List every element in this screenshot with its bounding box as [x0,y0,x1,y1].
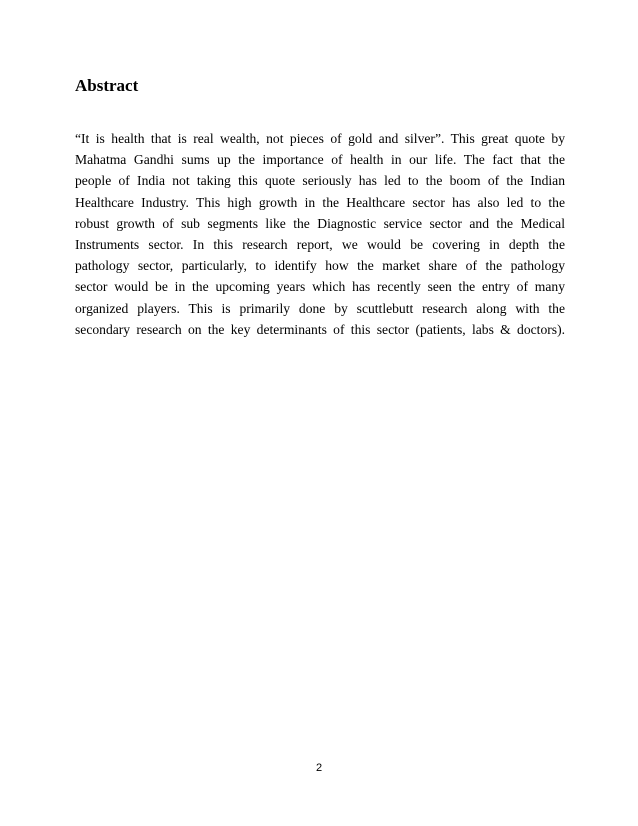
paragraph-line: pathology sector, particularly, to identify how the market share of the pathology [75,258,565,274]
paragraph-line: Healthcare Industry. This high growth in the Healthcare sector has also led to the [75,194,565,210]
paragraph-line: robust growth of sub segments like the Diagnostic service sector and the Medical [75,215,565,231]
paragraph-line: people of India not taking this quote seriously has led to the boom of the Indian [75,173,565,189]
abstract-paragraph [75,128,565,340]
paragraph-line: Instruments sector. In this research report, we would be covering in depth the [75,237,565,253]
paragraph-line: organized players. This is primarily done by scuttlebutt research along with the [75,300,565,316]
paragraph-line: sector would be in the upcoming years which has recently seen the entry of many [75,279,565,295]
paragraph-line: “It is health that is real wealth, not pieces of gold and silver”. This great quote by [75,131,565,146]
page-number: 2 [315,762,323,774]
paragraph-line: secondary research on the key determinants of this sector (patients, labs & doctors). [75,321,565,337]
paragraph-line: Mahatma Gandhi sums up the importance of health in our life. The fact that the [75,152,565,168]
abstract-heading: Abstract [75,76,139,95]
